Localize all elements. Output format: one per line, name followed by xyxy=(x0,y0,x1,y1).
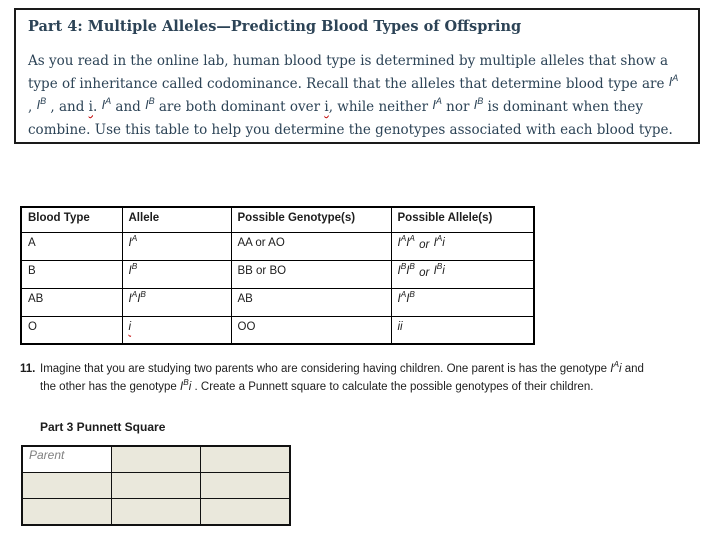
table-row-blood-type-ab xyxy=(21,288,534,316)
punnett-cell-r2c0[interactable] xyxy=(22,499,112,526)
cell-blood-type: B xyxy=(21,260,122,288)
question-11 xyxy=(20,360,670,396)
punnett-cell-r1c0[interactable] xyxy=(22,473,112,499)
cell-alleles: ii xyxy=(391,316,534,344)
cell-blood-type: A xyxy=(21,232,122,260)
cell-blood-type: AB xyxy=(21,288,122,316)
cell-allele: $I^A$ xyxy=(122,232,231,260)
cell-allele: $I^AI^B$ xyxy=(122,288,231,316)
punnett-row xyxy=(22,499,290,526)
col-header-possible-alleles: Possible Allele(s) xyxy=(391,207,534,232)
table-row-blood-type-a xyxy=(21,232,534,260)
punnett-cell-r0c1[interactable] xyxy=(112,446,201,473)
punnett-heading: Part 3 Punnett Square xyxy=(40,420,166,434)
col-header-possible-genotypes: Possible Genotype(s) xyxy=(231,207,391,232)
cell-genotypes: AA or AO xyxy=(231,232,391,260)
question-number: 11. xyxy=(20,363,36,375)
blood-type-table xyxy=(20,206,535,345)
punnett-row xyxy=(22,473,290,499)
cell-genotypes: OO xyxy=(231,316,391,344)
punnett-cell-r0c2[interactable] xyxy=(201,446,291,473)
punnett-cell-r1c2[interactable] xyxy=(201,473,291,499)
punnett-row xyxy=(22,446,290,473)
cell-alleles: $I^AI^B$ xyxy=(391,288,534,316)
cell-alleles: $I^AI^A$ or $I^Ai$ xyxy=(391,232,534,260)
punnett-cell-r2c2[interactable] xyxy=(201,499,291,526)
cell-genotypes: BB or BO xyxy=(231,260,391,288)
question-text: Imagine that you are studying two parents who are considering having children. One parent is has the genotype $I^Ai$ and the other has the genotype $I^Bi$ . Create a Punnett square to calculate the possible genotypes of their children. xyxy=(40,360,644,393)
intro-paragraph: As you read in the online lab, human blood type is determined by multiple alleles that show a type of inheritance called codominance. Recall that the alleles that determine blood type are $I^A$ , $I^B$ , and i. $I^A$ and $I^B$ are both dominant over i, while neither $I^A$ nor $I^B$ is dominant when they combine. Use this table to help you determine the genotypes associated with each blood type. xyxy=(28,53,679,138)
table-row-blood-type-b xyxy=(21,260,534,288)
section-title: Part 4: Multiple Alleles—Predicting Blood Types of Offspring xyxy=(28,18,522,35)
table-row-blood-type-o xyxy=(21,316,534,344)
col-header-blood-type: Blood Type xyxy=(21,207,122,232)
cell-blood-type: O xyxy=(21,316,122,344)
intro-box xyxy=(14,8,700,144)
punnett-cell-r2c1[interactable] xyxy=(112,499,201,526)
cell-genotypes: AB xyxy=(231,288,391,316)
cell-alleles: $I^BI^B$ or $I^Bi$ xyxy=(391,260,534,288)
cell-allele: i xyxy=(122,316,231,344)
punnett-corner-parent-label: Parent xyxy=(22,446,112,473)
punnett-cell-r1c1[interactable] xyxy=(112,473,201,499)
table-header-row xyxy=(21,207,534,232)
cell-allele: $I^B$ xyxy=(122,260,231,288)
punnett-square-table xyxy=(21,445,291,526)
col-header-allele: Allele xyxy=(122,207,231,232)
